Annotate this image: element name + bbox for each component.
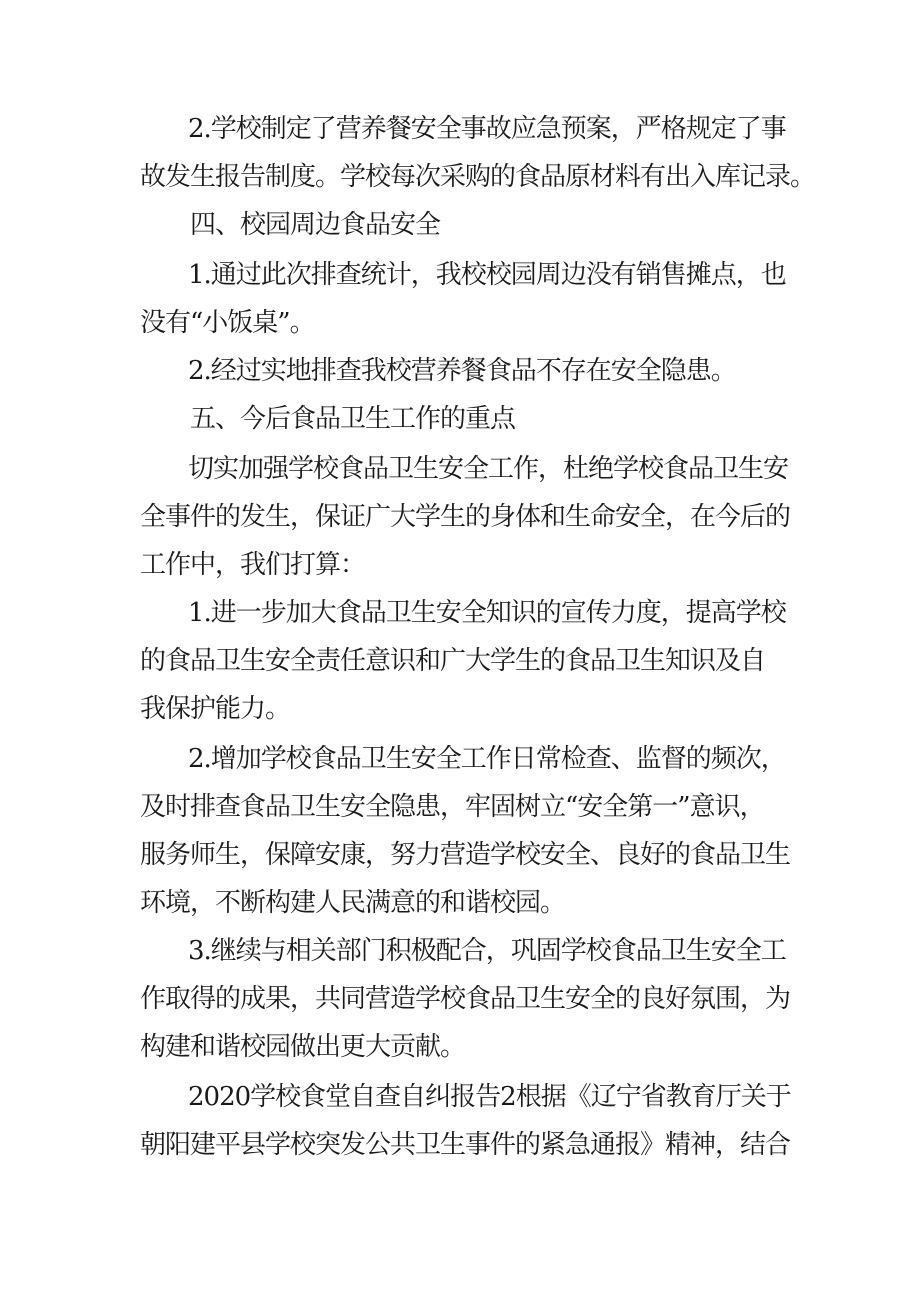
- section-heading: 四、校园周边食品安全: [190, 210, 441, 240]
- paragraph-line: 2.增加学校食品卫生安全工作日常检查、监督的频次，: [188, 744, 786, 774]
- paragraph-line: 2.学校制定了营养餐安全事故应急预案，严格规定了事: [188, 114, 786, 144]
- paragraph-line: 1.通过此次排查统计，我校校园周边没有销售摊点，也: [188, 260, 786, 290]
- paragraph-line: 工作中，我们打算：: [140, 550, 366, 580]
- paragraph-line: 3.继续与相关部门积极配合，巩固学校食品卫生安全工: [188, 936, 786, 966]
- section-heading: 五、今后食品卫生工作的重点: [190, 404, 516, 434]
- paragraph-line: 2.经过实地排查我校营养餐食品不存在安全隐患。: [188, 356, 736, 386]
- paragraph-line: 2020学校食堂自查自纠报告2根据《辽宁省教育厅关于: [188, 1082, 791, 1112]
- paragraph-line: 的食品卫生安全责任意识和广大学生的食品卫生知识及自: [140, 646, 766, 676]
- paragraph-line: 朝阳建平县学校突发公共卫生事件的紧急通报》精神，结合: [140, 1130, 791, 1160]
- paragraph-line: 构建和谐校园做出更大贡献。: [140, 1032, 466, 1062]
- paragraph-line: 环境，不断构建人民满意的和谐校园。: [140, 888, 566, 918]
- paragraph-line: 全事件的发生，保证广大学生的身体和生命安全，在今后的: [140, 502, 791, 532]
- paragraph-line: 故发生报告制度。学校每次采购的食品原材料有出入库记录。: [140, 162, 816, 192]
- paragraph-line: 我保护能力。: [140, 694, 291, 724]
- paragraph-line: 及时排查食品卫生安全隐患，牢固树立“安全第一”意识，: [140, 792, 765, 822]
- paragraph-line: 1.进一步加大食品卫生安全知识的宣传力度，提高学校: [188, 598, 786, 628]
- paragraph-line: 作取得的成果，共同营造学校食品卫生安全的良好氛围，为: [140, 984, 791, 1014]
- paragraph-line: 服务师生，保障安康，努力营造学校安全、良好的食品卫生: [140, 840, 791, 870]
- paragraph-line: 没有“小饭桌”。: [140, 308, 315, 338]
- paragraph-line: 切实加强学校食品卫生安全工作，杜绝学校食品卫生安: [188, 454, 789, 484]
